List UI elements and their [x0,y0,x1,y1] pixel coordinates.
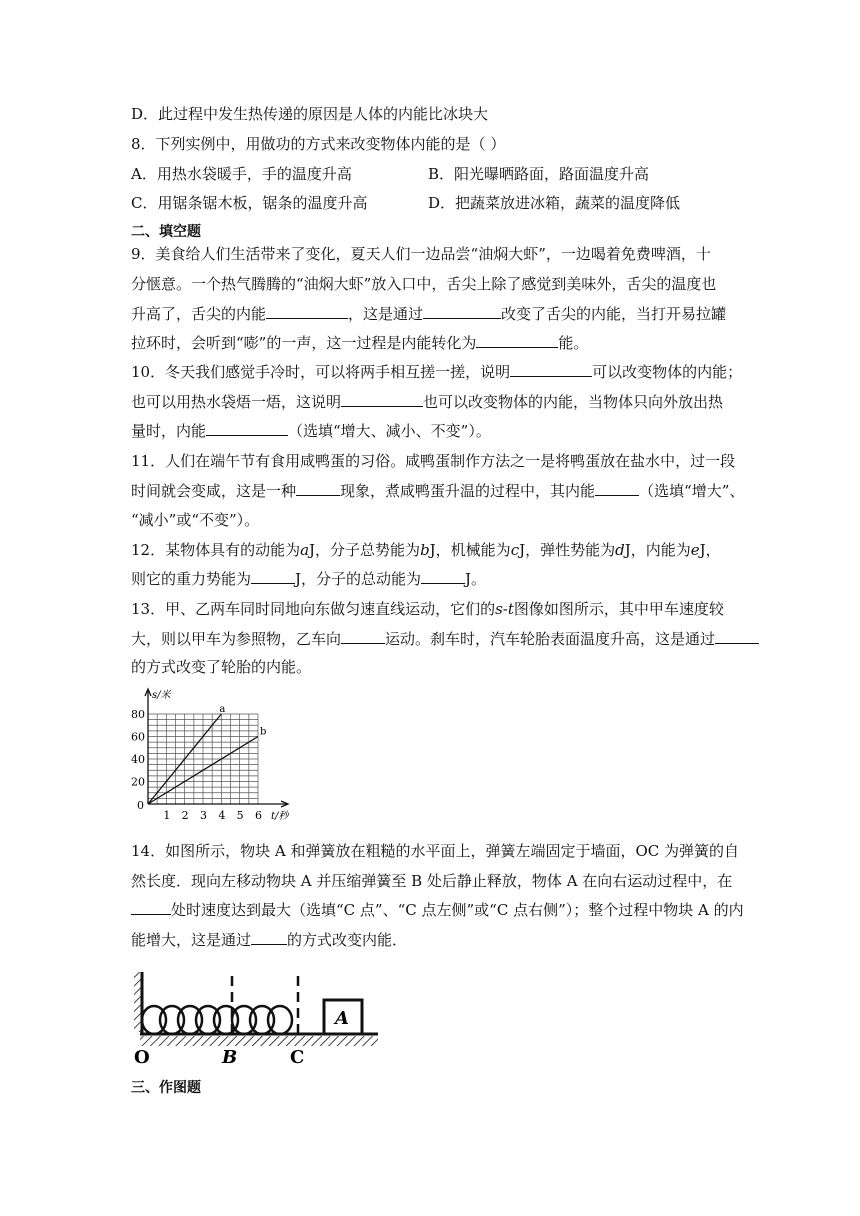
x-axis-label: t/秒 [271,811,289,822]
q12-var: d [615,541,625,559]
q14-text: 的方式改变内能． [287,931,408,949]
y-tick-label: 80 [131,708,145,721]
q13-var: s-t [495,600,514,618]
q12-line2 [131,569,731,589]
q8-option-d: D．把蔬菜放进冰箱，蔬菜的温度降低 [428,194,681,212]
q12-text: J，弹性势能为 [519,541,616,559]
q13-line1 [131,599,731,619]
q8-options-row1 [131,164,731,184]
x-tick-label: 4 [218,809,226,822]
q12-text: 则它的重力势能为 [131,570,252,588]
chart-labels [131,689,290,822]
q10-text: 10．冬天我们感觉手冷时，可以将两手相互搓一搓，说明 [131,363,511,381]
q12-text: J。 [465,570,487,588]
q12-var: c [510,541,520,559]
q11-blank-1 [296,481,340,496]
spring [142,1006,292,1034]
block-a-label: A [335,1008,349,1029]
q12-line1 [131,540,731,560]
q8-option-b: B．阳光曝晒路面，路面温度升高 [428,165,650,183]
q10-text: 也可以用热水袋焐一焐，这说明 [131,393,342,411]
q14-line2: 然长度．现向左移动物块 A 并压缩弹簧至 B 处后静止释放，物体 A 在向右运动过程中，在 [131,872,733,890]
q10-blank-2 [341,392,423,407]
q9-line3 [131,304,731,324]
q9-line4 [131,333,731,353]
q10-text: 量时，内能 [131,422,207,440]
q10-text: 也可以改变物体的内能，当物体只向外放出热 [423,393,724,411]
q14-line4 [131,930,731,950]
q12-text: J，机械能为 [429,541,511,559]
q12-text: J， [699,541,721,559]
q12-blank-2 [421,569,465,584]
x-tick-label: 1 [163,809,171,822]
q9-blank-2 [423,304,501,319]
q9-text: 改变了舌尖的内能，当打开易拉罐 [501,305,727,323]
q13-text: 大，则以甲车为参照物，乙车向 [131,630,342,648]
q8-option-a: A．用热水袋暖手，手的温度升高 [131,165,352,183]
series-label-b: b [260,726,267,738]
x-tick-label: 5 [236,809,244,822]
q11-text: 时间就会变咸，这是一种 [131,482,297,500]
q11-blank-2 [595,481,639,496]
q9-line2: 分惬意。一个热气腾腾的“油焖大虾”放入口中，舌尖上除了感觉到美味外，舌尖的温度也 [131,275,717,293]
ground-hatching [140,1036,378,1046]
q13-text: 13．甲、乙两车同时同地向东做匀速直线运动，它们的 [131,600,496,618]
q9-blank-3 [476,333,558,348]
y-tick-label: 40 [131,753,145,766]
section-drawing-heading: 三、作图题 [131,1080,201,1096]
x-tick-label: 6 [255,809,262,822]
q12-blank-1 [251,569,295,584]
q14-blank-2 [251,930,287,945]
s-t-graph [128,686,298,828]
series-label-a: a [219,704,226,715]
q13-line3: 的方式改变了轮胎的内能。 [131,658,312,676]
q13-text: 运动。刹车时，汽车轮胎表面温度升高，这是通过 [385,630,716,648]
q8-stem: 8．下列实例中，用做功的方式来改变物体内能的是（ ） [131,135,506,153]
q13-text: 图像如图所示，其中甲车速度较 [513,600,724,618]
q10-text: 可以改变物体的内能； [592,363,743,381]
label-b: B [222,1047,238,1066]
q9-text: ，这是通过 [348,305,424,323]
origin-label: 0 [137,799,144,812]
q14-line3 [131,900,744,920]
q7-option-d: D．此过程中发生热传递的原因是人体的内能比冰块大 [131,105,489,123]
q10-blank-1 [510,362,592,377]
q14-blank-1 [131,900,171,915]
x-tick-label: 3 [200,809,207,822]
q14-text: 处时速度达到最大（选填“C 点”、“C 点左侧”或“C 点右侧”）；整个过程中物块 A 的内 [171,901,744,919]
q11-line2 [131,481,745,501]
q14-text: 能增大，这是通过 [131,931,252,949]
q9-line1: 9．美食给人们生活带来了变化，夏天人们一边品尝“油焖大虾”，一边喝着免费啤酒，十 [131,245,711,263]
x-tick-label: 2 [181,809,189,822]
q10-blank-3 [206,421,288,436]
label-c: C [290,1047,305,1066]
q8-options-row2 [131,193,731,213]
q10-line2 [131,392,731,412]
spring-block-diagram [128,966,388,1066]
y-tick-label: 20 [131,775,145,789]
q11-line3: “减小”或“不变”）。 [131,511,260,529]
q13-blank-2 [715,629,759,644]
q10-line1 [131,362,743,382]
q13-blank-1 [341,629,385,644]
q12-text: J，分子的总动能为 [295,570,422,588]
q9-text: 拉环时，会听到“嘭”的一声，这一过程是内能转化为 [131,334,477,352]
q12-text: 12．某物体具有的动能为 [131,541,301,559]
q10-line3 [131,421,731,441]
y-tick-label: 60 [131,730,145,744]
q11-text: 现象，煮咸鸭蛋升温的过程中，其内能 [340,482,596,500]
q12-text: J，内能为 [624,541,691,559]
q12-var: b [420,541,430,559]
q9-text: 升高了，舌尖的内能 [131,305,267,323]
label-o: O [134,1047,150,1066]
section-fill-in-heading: 二、填空题 [131,224,201,240]
q9-text: 能。 [558,334,589,352]
q10-text: （选填“增大、减小、不变”）。 [288,422,491,440]
q11-line1: 11．人们在端午节有食用咸鸭蛋的习俗。咸鸭蛋制作方法之一是将鸭蛋放在盐水中，过一段 [131,452,736,470]
q14-line1: 14．如图所示，物块 A 和弹簧放在粗糙的水平面上，弹簧左端固定于墙面，OC 为弹簧的自 [131,842,740,860]
q12-var: a [300,541,310,559]
q12-text: J，分子总势能为 [309,541,421,559]
q12-var: e [690,541,700,559]
q11-text: （选填“增大”、 [639,482,745,500]
q8-option-c: C．用锯条锯木板，锯条的温度升高 [131,194,368,212]
q13-line2 [131,629,731,649]
y-axis-label: s/米 [152,690,171,701]
q9-blank-1 [266,304,348,319]
chart-grid [148,714,258,804]
